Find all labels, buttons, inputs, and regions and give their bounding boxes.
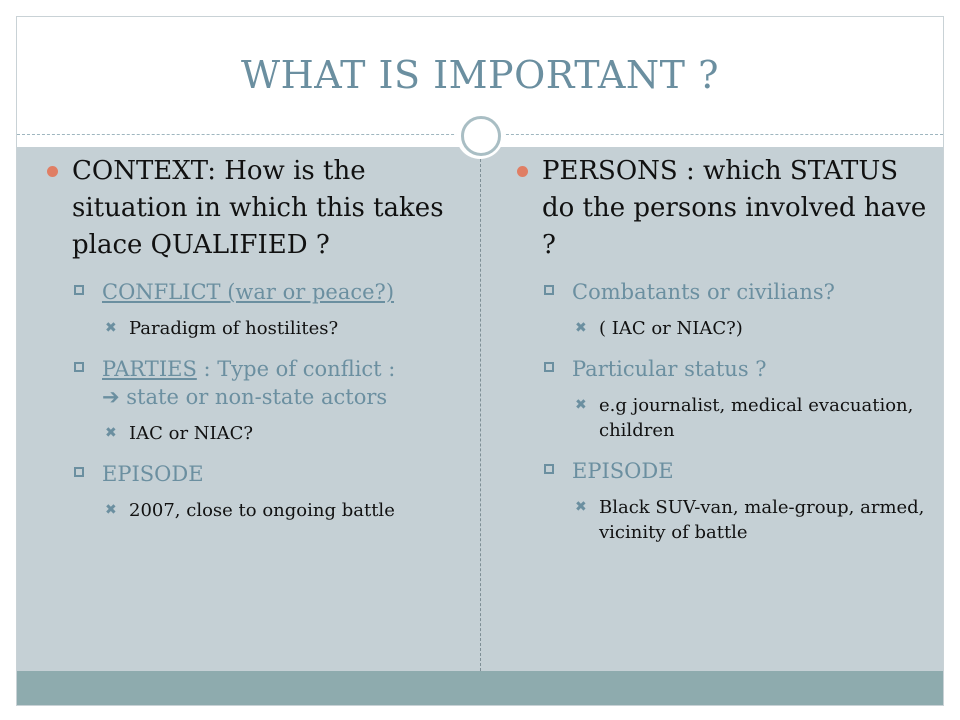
cross-bullet-icon: ✖ bbox=[575, 499, 587, 515]
paradigm-text: Paradigm of hostilites? bbox=[129, 318, 339, 339]
particular-label: Particular status ? bbox=[572, 357, 767, 381]
square-bullet-icon bbox=[74, 467, 84, 477]
bullet-dot-icon bbox=[47, 166, 58, 177]
episode-label: EPISODE bbox=[102, 462, 204, 486]
square-bullet-icon bbox=[74, 285, 84, 295]
arrow-right-icon: ➔ bbox=[102, 385, 120, 409]
slide bbox=[16, 16, 944, 706]
list-item-conflict bbox=[47, 278, 472, 306]
episode-right-label: EPISODE bbox=[572, 459, 674, 483]
list-item-episode-right-detail bbox=[517, 495, 927, 545]
list-item-particular bbox=[517, 355, 927, 383]
list-item-episode bbox=[47, 460, 472, 488]
circle-icon bbox=[461, 116, 501, 156]
bullet-dot-icon bbox=[517, 166, 528, 177]
list-item-iac bbox=[47, 421, 472, 446]
conflict-label: CONFLICT (war or peace?) bbox=[102, 280, 395, 304]
list-item-context bbox=[47, 153, 472, 264]
list-item-combatants bbox=[517, 278, 927, 306]
list-item-paradigm bbox=[47, 316, 472, 341]
column-divider bbox=[480, 159, 481, 671]
cross-bullet-icon: ✖ bbox=[575, 320, 587, 336]
list-item-persons bbox=[517, 153, 927, 264]
square-bullet-icon bbox=[544, 285, 554, 295]
iac-text: IAC or NIAC? bbox=[129, 423, 254, 444]
cross-bullet-icon: ✖ bbox=[105, 425, 117, 441]
list-item-iac-right bbox=[517, 316, 927, 341]
cross-bullet-icon: ✖ bbox=[105, 320, 117, 336]
cross-bullet-icon: ✖ bbox=[105, 502, 117, 518]
right-column bbox=[517, 153, 927, 545]
episode-detail-text: 2007, close to ongoing battle bbox=[129, 500, 395, 521]
persons-heading: PERSONS : which STATUS do the persons involved have ? bbox=[542, 156, 927, 260]
eg-text: e.g journalist, medical evacuation, children bbox=[599, 395, 914, 441]
list-item-parties bbox=[47, 355, 472, 411]
parties-text: : Type of conflict : bbox=[196, 357, 396, 381]
episode-right-detail-text: Black SUV-van, male-group, armed, vicinity of battle bbox=[599, 497, 925, 543]
parties-continuation: state or non-state actors bbox=[119, 385, 388, 409]
context-heading: CONTEXT: How is the situation in which this takes place QUALIFIED ? bbox=[72, 156, 444, 260]
square-bullet-icon bbox=[74, 362, 84, 372]
combatants-label: Combatants or civilians? bbox=[572, 280, 835, 304]
iac-right-text: ( IAC or NIAC?) bbox=[599, 318, 743, 339]
square-bullet-icon bbox=[544, 464, 554, 474]
left-column bbox=[47, 153, 472, 523]
footer-bar bbox=[17, 671, 943, 705]
parties-label: PARTIES bbox=[102, 357, 197, 381]
slide-title: WHAT IS IMPORTANT ? bbox=[241, 53, 719, 97]
list-item-eg bbox=[517, 393, 927, 443]
list-item-episode-right bbox=[517, 457, 927, 485]
square-bullet-icon bbox=[544, 362, 554, 372]
cross-bullet-icon: ✖ bbox=[575, 397, 587, 413]
list-item-episode-detail bbox=[47, 498, 472, 523]
